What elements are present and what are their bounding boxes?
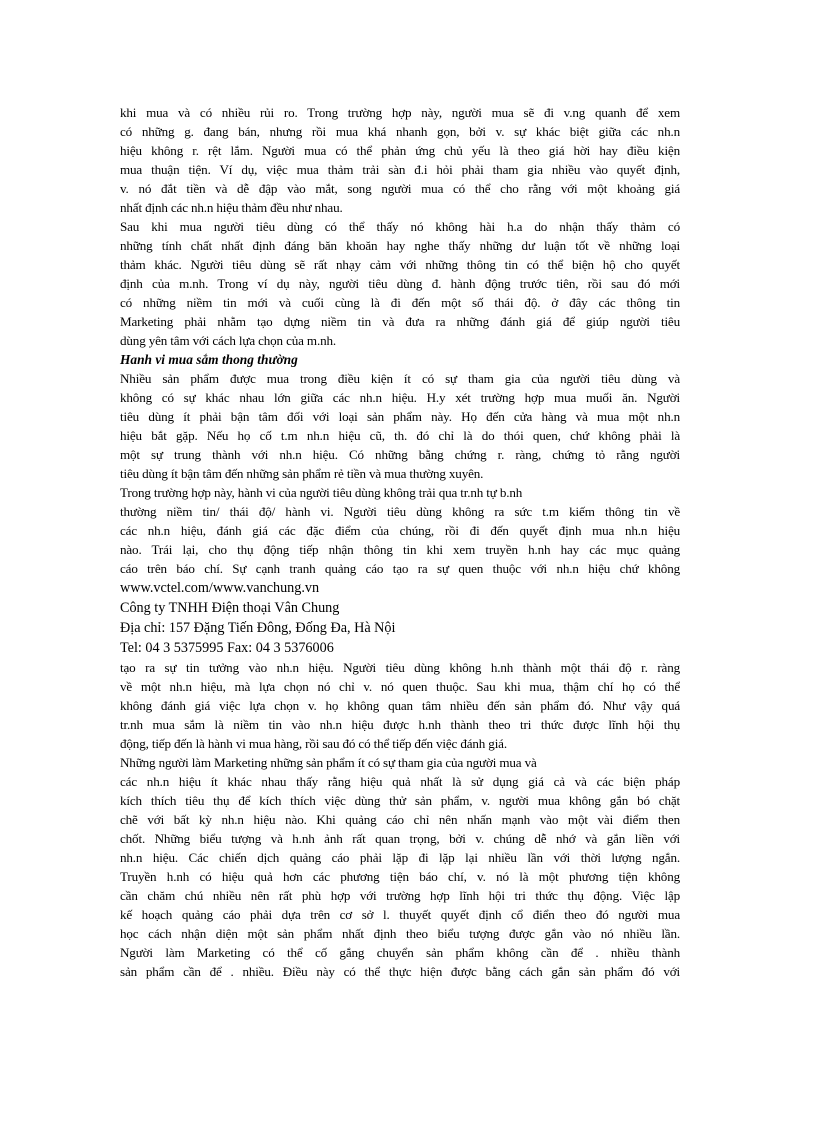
- text-line: không có sự khác nhau lớn giữa các nh.n hiệu. H.y xét trường hợp mua muối ăn. Người: [120, 390, 680, 405]
- text-line: các nh.n hiệu ít khác nhau thấy rằng hiệu quả nhất là sử dụng giá cả và các biện pháp: [120, 774, 680, 789]
- text-line: Nhiều sản phẩm được mua trong điều kiện ít có sự tham gia của người tiêu dùng và: [120, 371, 680, 386]
- text-line: những tính chất nhất định đáng băn khoăn hay nghe thấy những dư luận tốt về những loại: [120, 238, 680, 253]
- paragraph-1: [120, 103, 680, 217]
- text-line: v. nó đắt tiền và dễ đập vào mắt, song người mua có thể cho rằng với một khoảng giá: [120, 181, 680, 196]
- text-line: Sau khi mua người tiêu dùng có thể thấy nó không hài h.a do nhận thấy thảm có: [120, 219, 680, 234]
- text-line: một sự trung thành với nh.n hiệu. Có những bằng chứng r. ràng, chứng tỏ rằng người: [120, 447, 680, 462]
- text-line: có những niềm tin mới và cuối cùng là đi đến một số thái độ. ở đây các thông tin: [120, 295, 680, 310]
- paragraph-2: [120, 217, 680, 350]
- paragraph-5: [120, 658, 680, 753]
- section-heading: Hanh vi mua sắm thong thường: [120, 352, 298, 367]
- text-line: tiêu dùng ít phải bận tâm đối với loại sản phẩm này. Họ đến cửa hàng và mua một nh.n: [120, 409, 680, 424]
- paragraph-6: [120, 753, 680, 981]
- text-line: học cách nhận diện một sản phẩm nhất định theo biểu tượng được gắn vào nó nhiều lần.: [120, 926, 680, 941]
- text-line: về một nh.n hiệu, mà lựa chọn nó chỉ v. nó quen thuộc. Sau khi mua, thậm chí họ có thể: [120, 679, 680, 694]
- contact-block: [120, 578, 680, 658]
- document-page: [120, 103, 680, 981]
- text-line: thường niềm tin/ thái độ/ hành vi. Người tiêu dùng không ra sức t.m kiếm thông tin về: [120, 504, 680, 519]
- text-line: động, tiếp đến là hành vi mua hàng, rồi sau đó có thể tiếp đến việc đánh giá.: [120, 736, 507, 751]
- company-address: Địa chỉ: 157 Đặng Tiến Đông, Đống Đa, Hà Nội: [120, 620, 396, 636]
- text-line: sản phẩm cần để . nhiều. Điều này có thể thực hiện được bằng cách gắn sản phẩm đó với: [120, 964, 680, 979]
- text-line: cáo trên báo chí. Sự cạnh tranh quảng cáo tạo ra sự quen thuộc với nh.n hiệu chứ không: [120, 561, 680, 576]
- company-phone: Tel: 04 3 5375995 Fax: 04 3 5376006: [120, 640, 334, 656]
- text-line: có những g. đang bán, nhưng rồi mua khá nhanh gọn, bởi v. sự khác biệt giữa các nh.n: [120, 124, 680, 139]
- text-line: Trong trường hợp này, hành vi của người tiêu dùng không trải qua tr.nh tự b.nh: [120, 485, 523, 500]
- text-line: mua thuận tiện. Ví dụ, việc mua thảm trải sàn đ.i hỏi phải tham gia nhiều vào quyết định,: [120, 162, 680, 177]
- text-line: định của m.nh. Trong ví dụ này, người tiêu dùng đ. hành động trước tiên, rồi sau đó mới: [120, 276, 680, 291]
- text-line: tạo ra sự tin tưởng vào nh.n hiệu. Người tiêu dùng không h.nh thành một thái độ r. ràng: [120, 660, 680, 675]
- text-line: kế hoạch quảng cáo phải dựa trên cơ sở l. thuyết quyết định cổ điển theo đó người mua: [120, 907, 680, 922]
- text-line: thảm khác. Người tiêu dùng sẽ rất nhạy cảm với những thông tin có thể biện hộ cho quyết: [120, 257, 680, 272]
- company-name: Công ty TNHH Điện thoại Vân Chung: [120, 600, 340, 616]
- text-line: khi mua và có nhiều rủi ro. Trong trường hợp này, người mua sẽ đi v.ng quanh để xem: [120, 105, 680, 120]
- text-line: Những người làm Marketing những sản phẩm ít có sự tham gia của người mua và: [120, 755, 537, 770]
- paragraph-4: [120, 483, 680, 578]
- text-line: dùng yên tâm với cách lựa chọn của m.nh.: [120, 333, 336, 348]
- text-line: tr.nh mua sắm là niềm tin vào nh.n hiệu được h.nh thành theo tri thức được lĩnh hội thụ: [120, 717, 680, 732]
- text-line: Truyền h.nh có hiệu quả hơn các phương tiện báo chí, v. nó là một phương tiện không: [120, 869, 680, 884]
- text-line: nh.n hiệu. Các chiến dịch quảng cáo phải lặp đi lặp lại nhiều lần với thời lượng ngắn.: [120, 850, 680, 865]
- text-line: các nh.n hiệu, đánh giá các đặc điểm của chúng, rồi đi đến quyết định mua nh.n hiệu: [120, 523, 680, 538]
- website-text: www.vctel.com/www.vanchung.vn: [120, 580, 320, 596]
- text-line: Người làm Marketing có thể cố gắng chuyển sản phẩm không cần để . nhiều thành: [120, 945, 680, 960]
- text-line: Marketing phải nhằm tạo dựng niềm tin và đưa ra những đánh giá để giúp người tiêu: [120, 314, 680, 329]
- text-line: kích thích tiêu thụ để kích thích việc dùng thử sản phẩm, v. người mua không gắn bó chặt: [120, 793, 680, 808]
- text-line: không đánh giá việc lựa chọn v. họ không quan tâm nhiều đến sản phẩm đó. Như vậy quá: [120, 698, 680, 713]
- text-line: chẽ với bất kỳ nh.n hiệu nào. Khi quảng cáo chỉ nên nhấn mạnh vào một vài điểm then: [120, 812, 680, 827]
- text-line: nào. Trái lại, cho thụ động tiếp nhận thông tin khi xem truyền h.nh hay các mục quảng: [120, 542, 680, 557]
- text-line: hiệu không r. rệt lắm. Người mua có thể phản ứng chủ yếu là theo giá hời hay điều kiện: [120, 143, 680, 158]
- text-line: nhất định các nh.n hiệu thảm đều như nhau.: [120, 200, 343, 215]
- text-line: hiệu bắt gặp. Nếu họ cố t.m nh.n hiệu cũ, th. đó chỉ là do thói quen, chứ không phải là: [120, 428, 680, 443]
- paragraph-3: [120, 369, 680, 483]
- text-line: cần chăm chú nhiều nên rất phù hợp với trường hợp lĩnh hội tri thức thụ động. Việc lập: [120, 888, 680, 903]
- text-line: chốt. Những biểu tượng và h.nh ảnh rất quan trọng, bởi v. chúng dễ nhớ và gắn liền với: [120, 831, 680, 846]
- text-line: tiêu dùng ít bận tâm đến những sản phẩm rẻ tiền và mua thường xuyên.: [120, 466, 484, 481]
